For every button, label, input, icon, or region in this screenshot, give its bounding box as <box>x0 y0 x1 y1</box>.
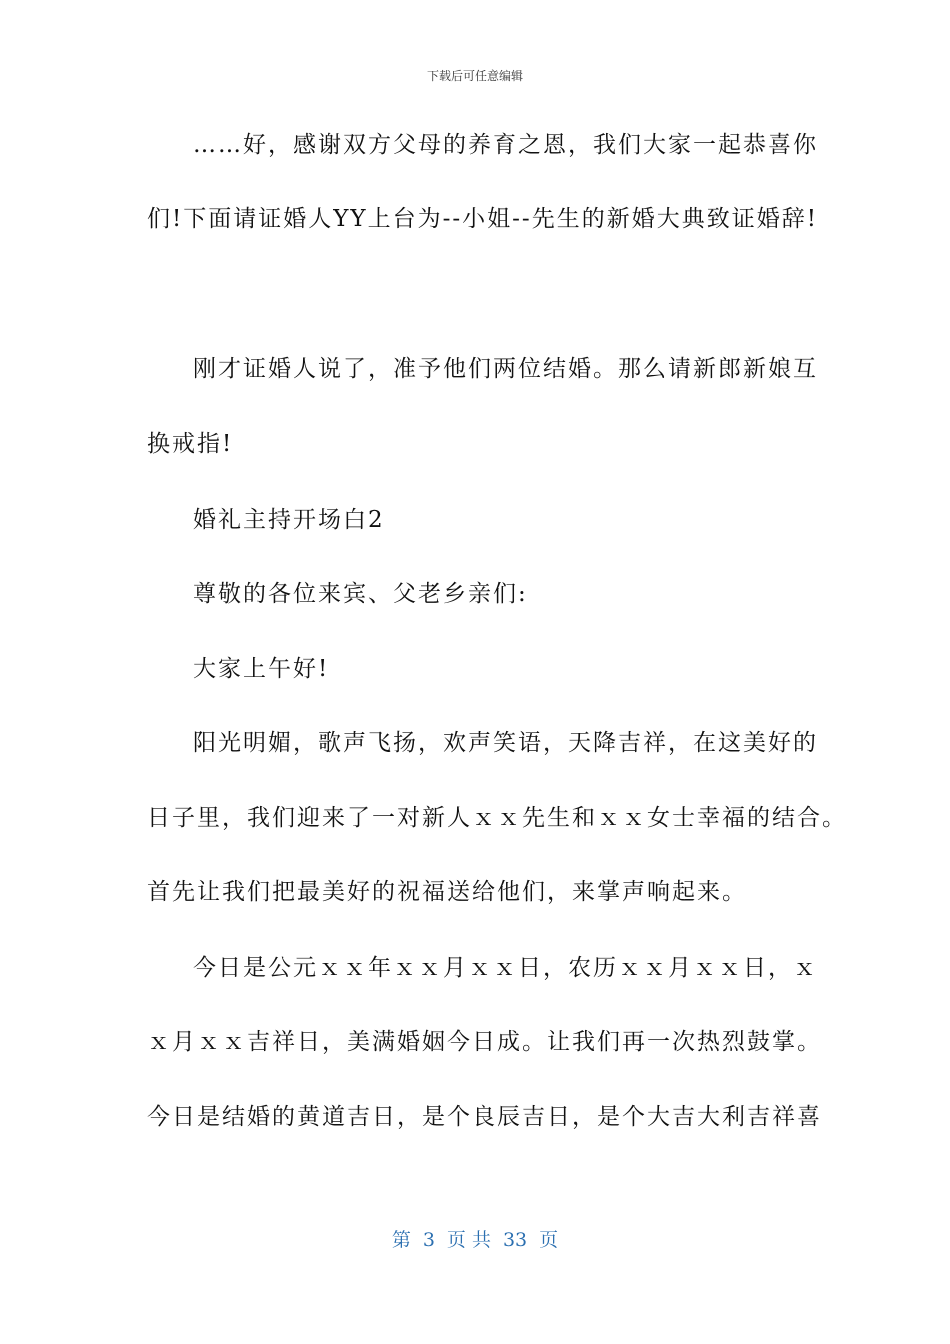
paragraph-line: 阳光明媚，歌声飞扬，欢声笑语，天降吉祥，在这美好的 <box>193 730 818 756</box>
section-heading: 婚礼主持开场白2 <box>193 507 385 533</box>
footer-mid: 页 共 <box>446 1229 491 1251</box>
paragraph-line: 大家上午好! <box>193 656 330 682</box>
paragraph-line: 们!下面请证婚人YY上台为--小姐--先生的新婚大典致证婚辞! <box>147 206 818 232</box>
footer-suffix: 页 <box>539 1229 559 1251</box>
paragraph-line: 日子里，我们迎来了一对新人ｘｘ先生和ｘｘ女士幸福的结合。 <box>147 805 847 831</box>
total-page-count: 33 <box>502 1229 528 1251</box>
paragraph-line: ｘ月ｘｘ吉祥日，美满婚姻今日成。让我们再一次热烈鼓掌。 <box>147 1029 822 1055</box>
page-header: 下载后可任意编辑 <box>426 69 523 83</box>
page-footer <box>0 1225 950 1252</box>
paragraph-line: 首先让我们把最美好的祝福送给他们，来掌声响起来。 <box>147 879 747 905</box>
paragraph-line: 尊敬的各位来宾、父老乡亲们: <box>193 581 528 607</box>
paragraph-line: 今日是公元ｘｘ年ｘｘ月ｘｘ日，农历ｘｘ月ｘｘ日，ｘ <box>193 955 818 981</box>
current-page-number: 3 <box>422 1229 435 1251</box>
paragraph-line: 换戒指! <box>147 431 234 457</box>
paragraph-line: ……好，感谢双方父母的养育之恩，我们大家一起恭喜你 <box>193 132 818 158</box>
paragraph-line: 刚才证婚人说了，准予他们两位结婚。那么请新郎新娘互 <box>193 356 818 382</box>
paragraph-line: 今日是结婚的黄道吉日，是个良辰吉日，是个大吉大利吉祥喜 <box>147 1104 822 1130</box>
footer-prefix: 第 <box>391 1229 411 1251</box>
